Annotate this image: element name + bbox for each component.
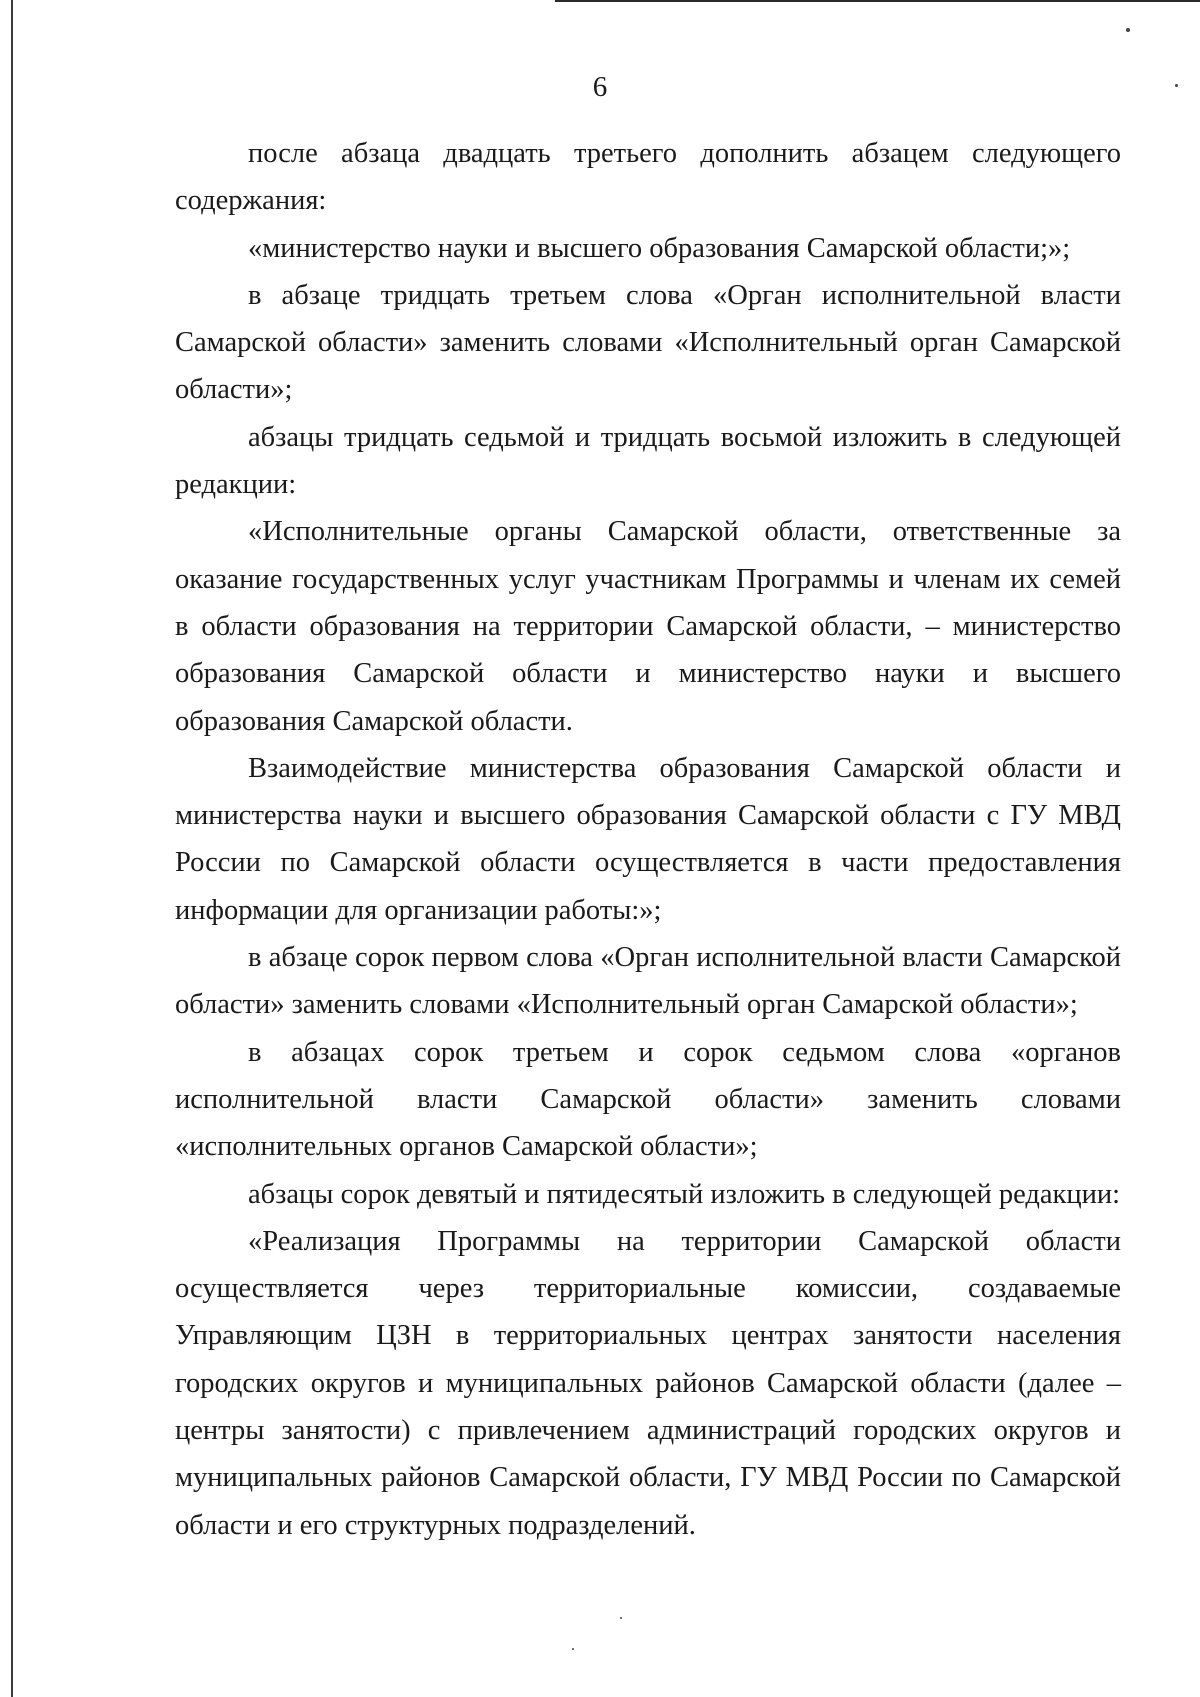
paragraph: «Реализация Программы на территории Самарской области осуществляется через территориальные комиссии, создаваемые Управляющим ЦЗН в территориальных центрах занятости населения городских округов и муниципальных районов Самарской области (далее – центры занятости) с привлечением администраций городских округов и муниципальных районов Самарской области, ГУ МВД России по Самарской области и его структурных подразделений. xyxy=(175,1225,1121,1541)
document-body xyxy=(175,130,1121,1549)
scan-speck xyxy=(1126,28,1130,32)
scan-top-edge xyxy=(555,0,1200,2)
paragraph: в абзаце тридцать третьем слова «Орган исполнительной власти Самарской области» заменить словами «Исполнительный орган Самарской области»; xyxy=(175,279,1121,406)
paragraph: в абзаце сорок первом слова «Орган исполнительной власти Самарской области» заменить словами «Исполнительный орган Самарской области»; xyxy=(175,942,1121,1021)
page-number: 6 xyxy=(592,71,608,103)
paragraph: после абзаца двадцать третьего дополнить абзацем следующего содержания: xyxy=(175,138,1121,217)
paragraph: в абзацах сорок третьем и сорок седьмом слова «органов исполнительной власти Самарской области» заменить словами «исполнительных органов Самарской области»; xyxy=(175,1036,1121,1163)
scan-speck xyxy=(572,1648,574,1650)
scan-speck xyxy=(620,1617,622,1619)
paragraph: абзацы тридцать седьмой и тридцать восьмой изложить в следующей редакции: xyxy=(175,421,1121,501)
paragraph: Взаимодействие министерства образования Самарской области и министерства науки и высшего образования Самарской области с ГУ МВД России по Самарской области осуществляется в части предоставления информации для организации работы:»; xyxy=(175,752,1121,926)
paragraph: «Исполнительные органы Самарской области, ответственные за оказание государственных услуг участникам Программы и членам их семей в области образования на территории Самарской области, – министерство образования Самарской области и министерство науки и высшего образования Самарской области. xyxy=(175,516,1121,737)
paragraph: абзацы сорок девятый и пятидесятый изложить в следующей редакции: xyxy=(248,1178,1121,1210)
paragraph: «министерство науки и высшего образования Самарской области;»; xyxy=(248,232,1071,264)
scan-left-edge xyxy=(11,0,13,1697)
